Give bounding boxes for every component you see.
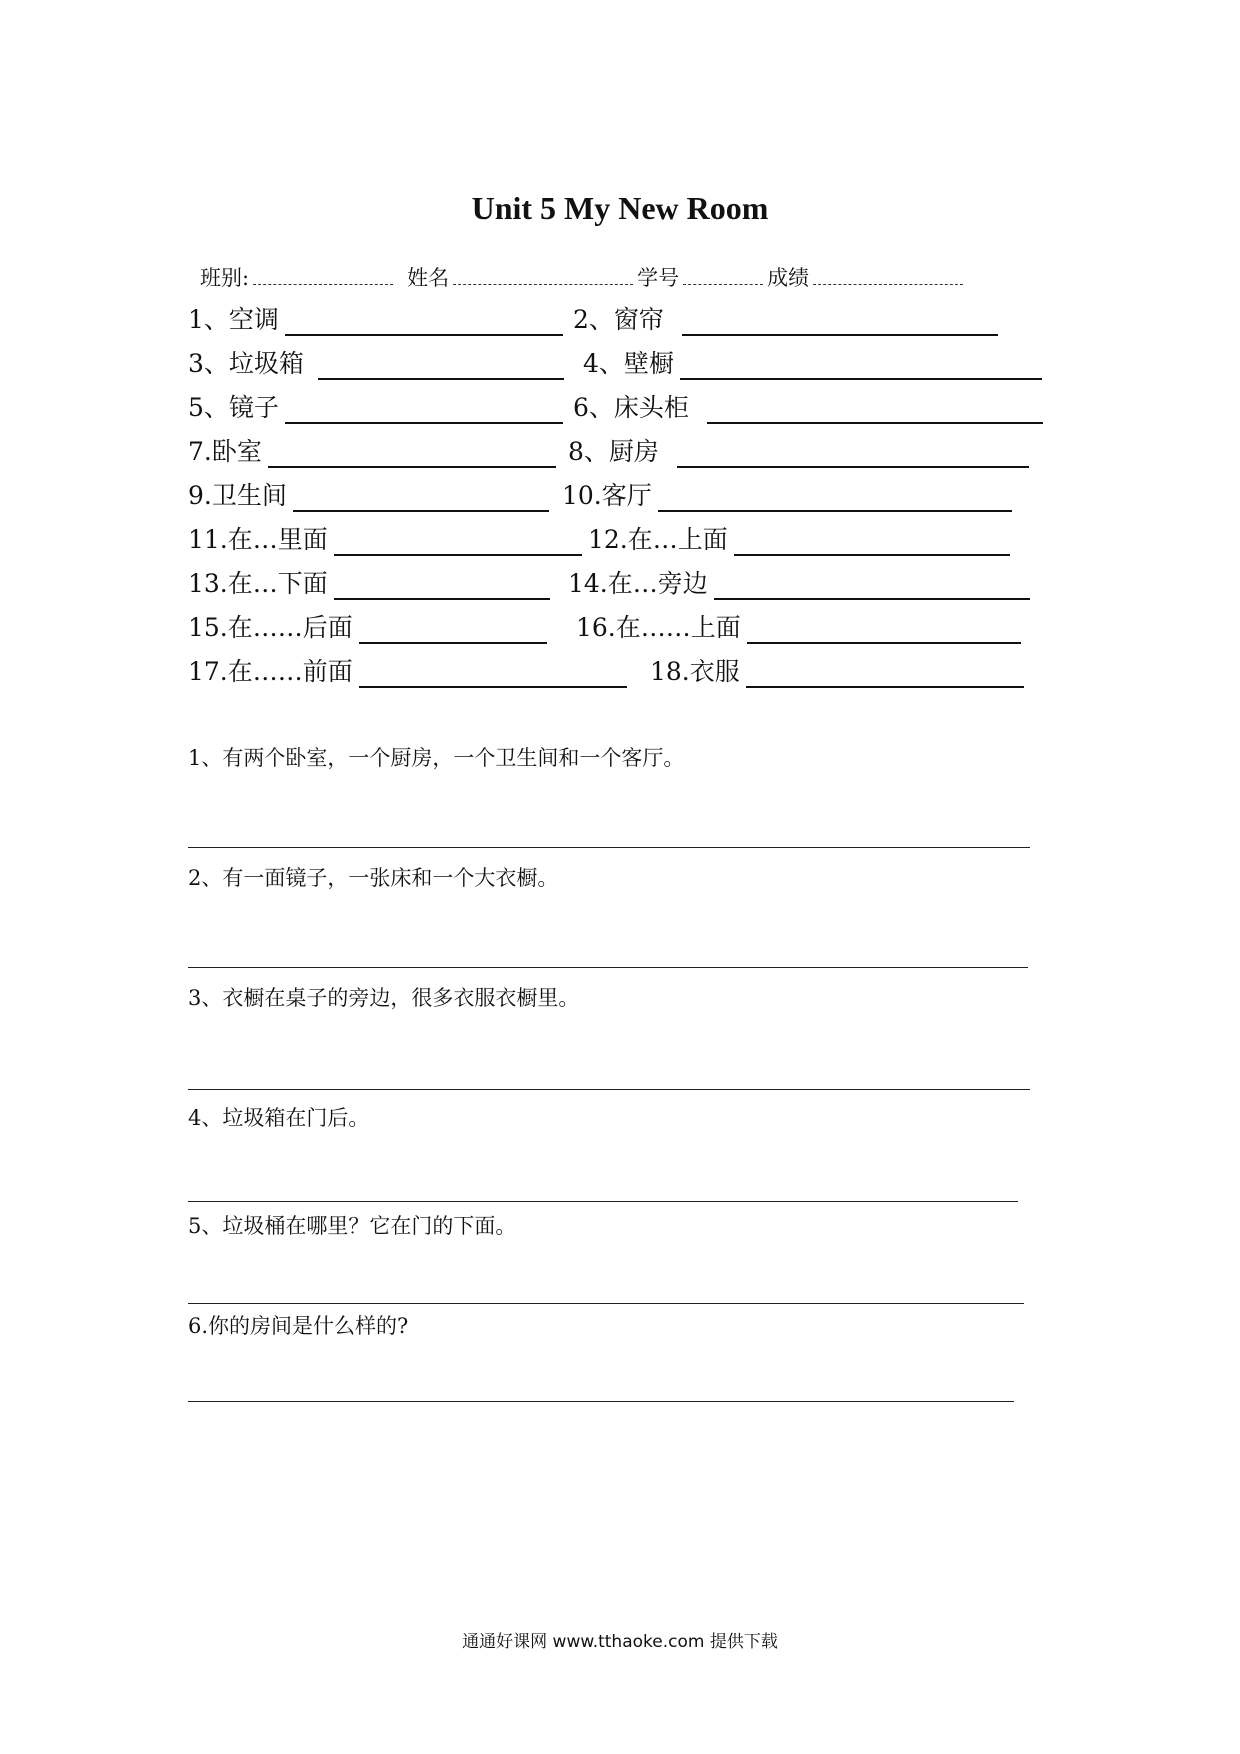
translation-prompt: 5、垃圾桶在哪里？它在门的下面。 bbox=[188, 1214, 517, 1238]
vocab-item bbox=[188, 608, 547, 644]
vocab-answer-line[interactable] bbox=[334, 570, 550, 600]
vocab-item bbox=[573, 300, 998, 336]
vocab-item bbox=[568, 564, 1030, 600]
vocab-item bbox=[573, 388, 1043, 424]
vocab-item bbox=[562, 476, 1012, 512]
vocab-label: 7.卧室 bbox=[188, 437, 262, 466]
vocab-answer-line[interactable] bbox=[682, 306, 998, 336]
translation-prompt: 2、有一面镜子，一张床和一个大衣橱。 bbox=[188, 866, 559, 890]
vocab-item bbox=[188, 300, 563, 336]
vocab-label: 18.衣服 bbox=[650, 657, 740, 686]
vocab-label: 2、窗帘 bbox=[573, 305, 664, 334]
page-title: Unit 5 My New Room bbox=[471, 190, 769, 226]
score-label: 成绩 bbox=[767, 266, 810, 290]
name-label: 姓名 bbox=[407, 266, 450, 290]
vocab-label: 3、垃圾箱 bbox=[188, 349, 304, 378]
vocab-answer-line[interactable] bbox=[359, 658, 627, 688]
vocab-item bbox=[188, 564, 550, 600]
vocab-item bbox=[188, 476, 549, 512]
vocab-label: 4、壁橱 bbox=[583, 349, 674, 378]
vocab-item bbox=[188, 520, 582, 556]
translation-answer-line[interactable] bbox=[188, 846, 1030, 848]
vocab-answer-line[interactable] bbox=[285, 394, 563, 424]
vocab-answer-line[interactable] bbox=[707, 394, 1043, 424]
vocab-label: 1、空调 bbox=[188, 305, 279, 334]
vocab-label: 12.在…上面 bbox=[588, 525, 728, 554]
vocab-answer-line[interactable] bbox=[747, 614, 1021, 644]
vocab-answer-line[interactable] bbox=[359, 614, 547, 644]
translation-prompt: 6.你的房间是什么样的? bbox=[188, 1314, 409, 1338]
translation-answer-line[interactable] bbox=[188, 1400, 1014, 1402]
vocab-answer-line[interactable] bbox=[677, 438, 1029, 468]
vocab-label: 9.卫生间 bbox=[188, 481, 287, 510]
vocab-answer-line[interactable] bbox=[293, 482, 549, 512]
vocab-item bbox=[188, 432, 556, 468]
vocab-label: 15.在……后面 bbox=[188, 613, 353, 642]
vocab-item bbox=[583, 344, 1042, 380]
class-field[interactable] bbox=[253, 264, 393, 285]
vocab-answer-line[interactable] bbox=[334, 526, 582, 556]
footer-credit: 通通好课网 www.tthaoke.com 提供下载 bbox=[462, 1632, 778, 1652]
vocab-item bbox=[188, 344, 564, 380]
vocab-label: 8、厨房 bbox=[568, 437, 659, 466]
vocab-label: 13.在…下面 bbox=[188, 569, 328, 598]
vocab-label: 11.在…里面 bbox=[188, 525, 328, 554]
vocab-answer-line[interactable] bbox=[746, 658, 1024, 688]
translation-prompt: 1、有两个卧室，一个厨房，一个卫生间和一个客厅。 bbox=[188, 746, 685, 770]
vocab-item bbox=[576, 608, 1021, 644]
name-field[interactable] bbox=[453, 264, 633, 285]
class-label: 班别: bbox=[200, 266, 250, 290]
student-number-field[interactable] bbox=[683, 264, 763, 285]
vocab-answer-line[interactable] bbox=[285, 306, 563, 336]
vocab-answer-line[interactable] bbox=[734, 526, 1010, 556]
vocab-item bbox=[650, 652, 1024, 688]
vocab-item bbox=[588, 520, 1010, 556]
vocab-label: 17.在……前面 bbox=[188, 657, 353, 686]
vocab-label: 6、床头柜 bbox=[573, 393, 689, 422]
translation-answer-line[interactable] bbox=[188, 1200, 1018, 1202]
vocab-answer-line[interactable] bbox=[318, 350, 564, 380]
vocab-item bbox=[568, 432, 1029, 468]
vocab-label: 10.客厅 bbox=[562, 481, 652, 510]
vocab-label: 14.在…旁边 bbox=[568, 569, 708, 598]
translation-answer-line[interactable] bbox=[188, 1088, 1030, 1090]
vocab-answer-line[interactable] bbox=[658, 482, 1012, 512]
translation-answer-line[interactable] bbox=[188, 966, 1028, 968]
translation-prompt: 3、衣橱在桌子的旁边，很多衣服衣橱里。 bbox=[188, 986, 580, 1010]
student-info-row bbox=[200, 262, 1030, 292]
vocab-item bbox=[188, 652, 627, 688]
vocab-label: 5、镜子 bbox=[188, 393, 279, 422]
vocab-answer-line[interactable] bbox=[680, 350, 1042, 380]
score-field[interactable] bbox=[813, 264, 963, 285]
vocab-answer-line[interactable] bbox=[714, 570, 1030, 600]
vocab-answer-line[interactable] bbox=[268, 438, 556, 468]
translation-prompt: 4、垃圾箱在门后。 bbox=[188, 1106, 370, 1130]
student-number-label: 学号 bbox=[637, 266, 680, 290]
vocab-label: 16.在……上面 bbox=[576, 613, 741, 642]
translation-answer-line[interactable] bbox=[188, 1302, 1024, 1304]
vocab-item bbox=[188, 388, 563, 424]
